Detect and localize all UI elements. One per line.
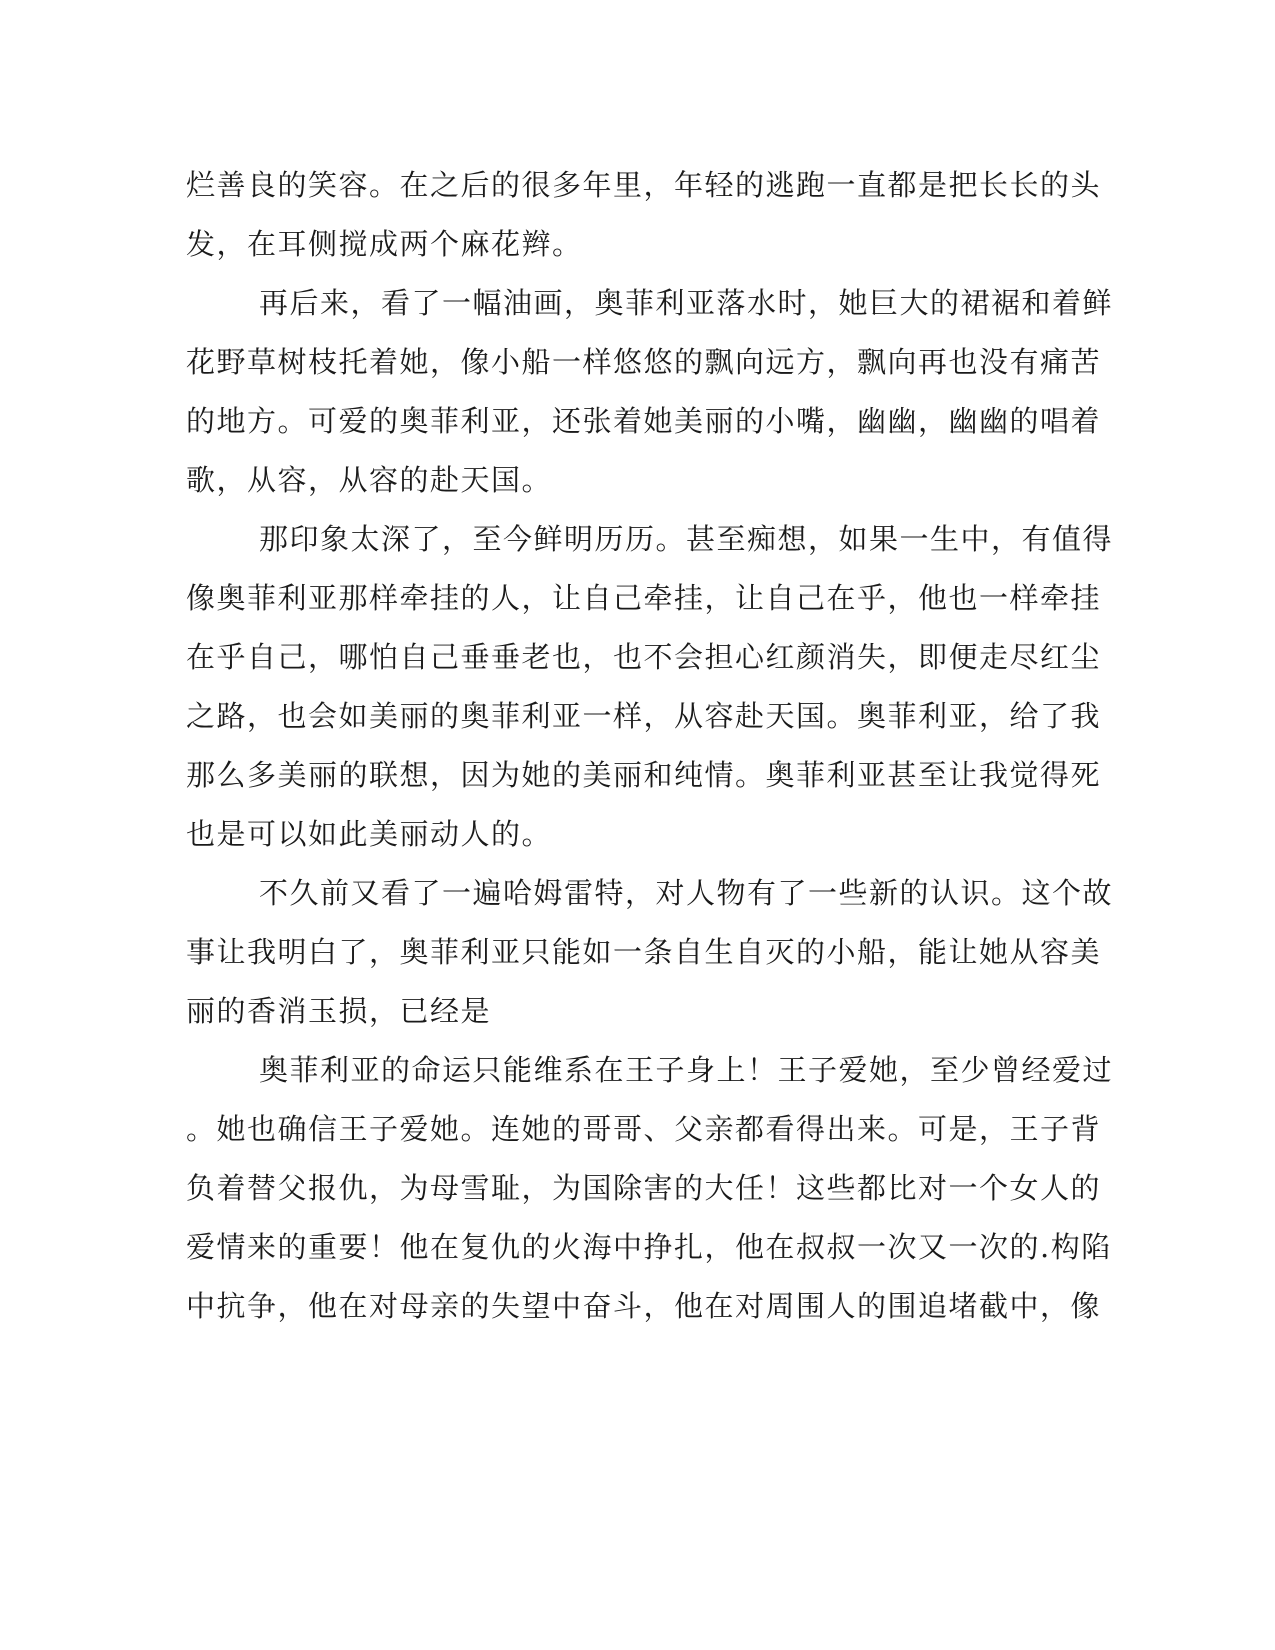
text-line: 也是可以如此美丽动人的。 (186, 817, 553, 851)
text-line: 发，在耳侧搅成两个麻花辫。 (186, 227, 583, 261)
text-line: 之路，也会如美丽的奥菲利亚一样，从容赴天国。奥菲利亚，给了我 (186, 699, 1102, 733)
text-line: 爱情来的重要！他在复仇的火海中挣扎，他在叔叔一次又一次的.构陷 (186, 1230, 1112, 1264)
paragraph-first-line: 奥菲利亚的命运只能维系在王子身上！王子爱她，至少曾经爱过 (259, 1053, 1114, 1087)
text-line: 。她也确信王子爱她。连她的哥哥、父亲都看得出来。可是，王子背 (186, 1112, 1102, 1146)
text-line: 中抗争，他在对母亲的失望中奋斗，他在对周围人的围追堵截中，像 (186, 1289, 1102, 1323)
text-line: 丽的香消玉损，已经是 (186, 994, 492, 1028)
text-line: 烂善良的笑容。在之后的很多年里，年轻的逃跑一直都是把长长的头 (186, 168, 1102, 202)
text-line: 那么多美丽的联想，因为她的美丽和纯情。奥菲利亚甚至让我觉得死 (186, 758, 1102, 792)
paragraph-first-line: 不久前又看了一遍哈姆雷特，对人物有了一些新的认识。这个故 (259, 876, 1114, 910)
text-line: 像奥菲利亚那样牵挂的人，让自己牵挂，让自己在乎，他也一样牵挂 (186, 581, 1102, 615)
body-text (186, 156, 1114, 1336)
text-line: 歌，从容，从容的赴天国。 (186, 463, 553, 497)
text-line: 花野草树枝托着她，像小船一样悠悠的飘向远方，飘向再也没有痛苦 (186, 345, 1102, 379)
paragraph-first-line: 那印象太深了，至今鲜明历历。甚至痴想，如果一生中，有值得 (259, 522, 1114, 556)
text-line: 的地方。可爱的奥菲利亚，还张着她美丽的小嘴，幽幽，幽幽的唱着 (186, 404, 1102, 438)
paragraph-first-line: 再后来，看了一幅油画，奥菲利亚落水时，她巨大的裙裾和着鲜 (259, 286, 1114, 320)
text-line: 事让我明白了，奥菲利亚只能如一条自生自灭的小船，能让她从容美 (186, 935, 1102, 969)
text-line: 在乎自己，哪怕自己垂垂老也，也不会担心红颜消失，即便走尽红尘 (186, 640, 1102, 674)
text-line: 负着替父报仇，为母雪耻，为国除害的大任！这些都比对一个女人的 (186, 1171, 1102, 1205)
